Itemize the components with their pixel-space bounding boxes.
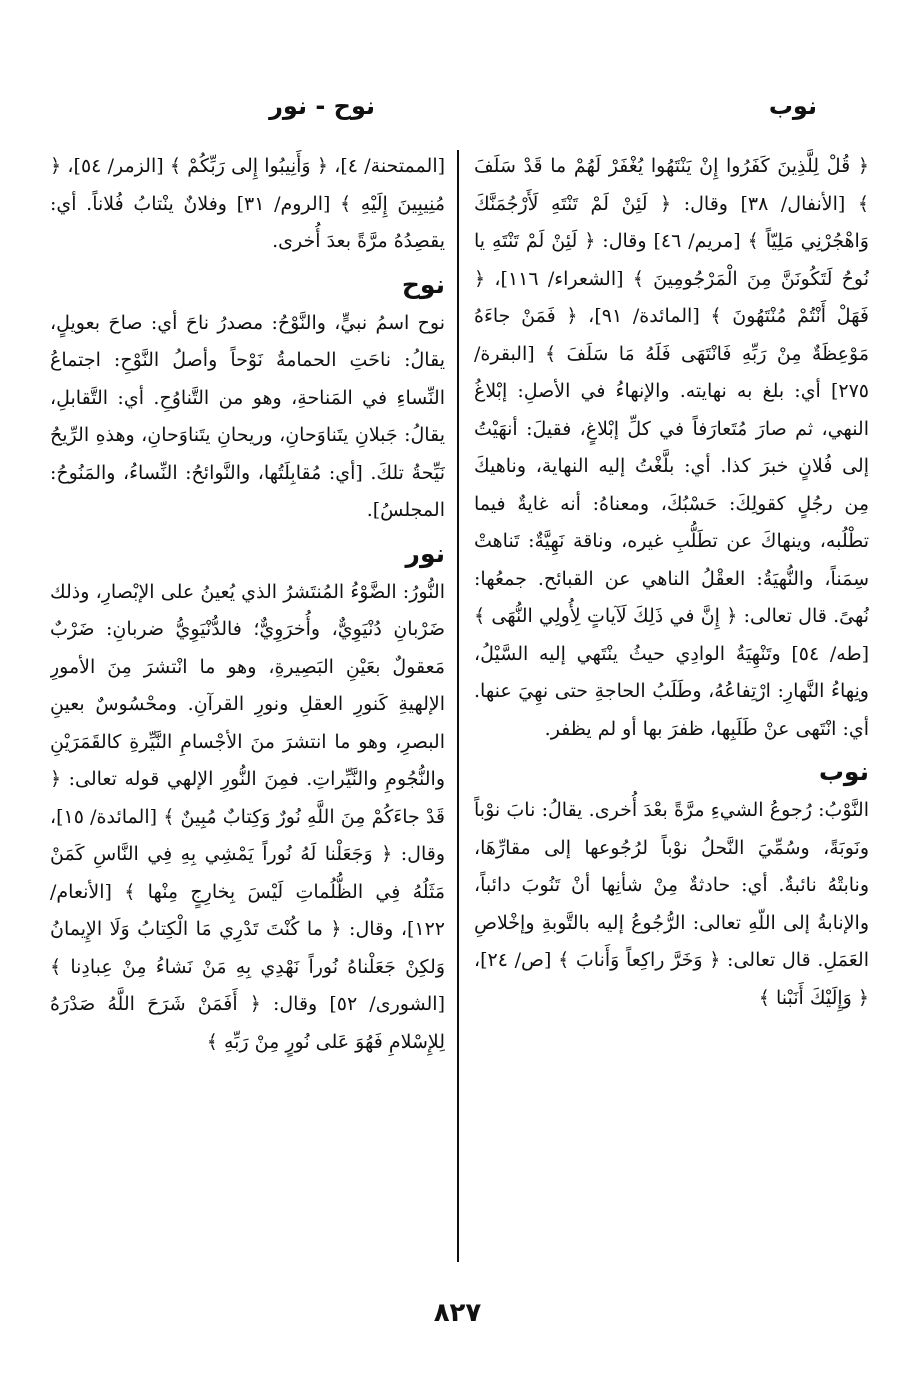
- running-header-right: نوب: [768, 92, 817, 120]
- paragraph: ﴿ قُلْ لِلَّذِينَ كَفَرُوا إِنْ يَنْتَهُوا يُغْفَرْ لَهُمْ ما قَدْ سَلَفَ ﴾ [الأنفال/ ٣٨] وقال: ﴿ لَئِنْ لَمْ تَنْتَهِ لَأَرْجُمَنَّكَ وَاهْجُرْنِي مَلِيّاً ﴾ [مريم/ ٤٦] وقال: ﴿ لَئِنْ لَمْ تَنْتَهِ يا نُوحُ لَتَكُونَنَّ مِنَ الْمَرْجُومِينَ ﴾ [الشعراء/ ١١٦]، ﴿ فَهَلْ أَنْتُمْ مُنْتَهُونَ ﴾ [المائدة/ ٩١]، ﴿ فَمَنْ جاءَهُ مَوْعِظَةٌ مِنْ رَبِّهِ فَانْتَهَى فَلَهُ مَا سَلَفَ ﴾ [البقرة/ ٢٧٥] أي: بلغ به نهايته. والإنهاءُ في الأصلِ: إبْلاغُ النهي، ثم صارَ مُتَعارَفاً في كلِّ إبْلاغٍ، فقيلَ: أنهَيْتُ إلى فُلانٍ خبرَ كذا. أي: بلَّغْتُ إليه النهاية، وناهيكَ مِن رجُلٍ كقولِكَ: حَسْبُكَ، ومعناهُ: أنه غايةٌ فيما تطْلُبه، وينهاكَ عن تطَلُّبِ غيره، وناقة نَهِيَّةٌ: تَناهتْ سِمَناً، والنُّهيَةُ: العقْلُ الناهي عن القبائح. جمعُها: نُهىً. قال تعالى: ﴿ إِنَّ في ذَلِكَ لَآياتٍ لِأُولِي النُّهَى ﴾ [طه/ ٥٤] وتَنْهِيَةُ الوادِي حيثُ ينْتَهي إليه السَّيْلُ، ونِهاءُ النَّهارِ: ارْتِفاعُهُ، وطَلَبُ الحاجةِ حتى نهِيَ عنها. أي: انْتَهى عنْ طَلَبِها، ظفرَ بها أو لم يظفر.: [474, 155, 869, 740]
- entry-title: نوب: [818, 757, 869, 786]
- left-column: [50, 148, 445, 1264]
- page-number: ٨٢٧: [433, 1298, 482, 1328]
- right-column: [474, 148, 869, 1264]
- running-header-left: نوح - نور: [269, 92, 375, 120]
- entry-text: النَّوْبُ: رُجوعُ الشيءِ مرَّةً بعْدَ أُخرى. يقالُ: نابَ نوْباً ونَوبَةً، وسُمِّيَ النَّحلُ نوْباً لرُجُوعها إلى مقارِّهَا، ونابتْهُ نائبةٌ. أي: حادثةٌ مِنْ شأنِها أنْ تَنُوبَ دائباً، والإنابةُ إلى اللّهِ تعالى: الرُّجُوعُ إليه بالتَّوبةِ وإخْلاصِ العَمَلِ. قال تعالى: ﴿ وَخَرَّ راكِعاً وَأَنابَ ﴾ [ص/ ٢٤]، ﴿ وَإِلَيْكَ أَنَبْنا ﴾: [474, 799, 869, 1009]
- entry-title: نور: [405, 538, 445, 568]
- entry-text: نوح اسمُ نبيٍّ، والنَّوْحُ: مصدرُ ناحَ أي: صاحَ بعويلٍ، يقالُ: ناحَتِ الحمامةُ نَوْحاً وأصلُ النَّوْحِ: اجتماعُ النِّساءِ في المَناحةِ، وهو من التَّناوُحِ. أي: التَّقابلِ، يقالُ: جَبلانِ يتَناوَحانِ، وريحانِ يتَناوَحانِ، وهذهِ الرِّيحُ نَيِّحةُ تلكَ. [أي: مُقابِلَتُها، والنَّوائحُ: النِّساءُ، والمَنُوحُ: المجلسُ].: [50, 311, 445, 521]
- entry-title: نوح: [401, 269, 445, 299]
- column-divider: [457, 150, 459, 1262]
- entry-text: النُّورُ: الضَّوْءُ المُنتَشرُ الذي يُعينُ على الإبْصارِ، وذلك ضَرْبانِ دُنْيَوِيٌّ، وأُخرَوِيٌّ؛ فالدُّنْيَوِيُّ ضربانِ: ضَرْبٌ مَعقولٌ بعَيْنِ البَصِيرةِ، وهو ما انْتشرَ مِنَ الأمورِ الإلهيةِ كَنورِ العقلِ ونورِ القرآنِ. ومحْسُوسٌ بعينِ البصرِ، وهو ما انتشرَ منَ الأجْسامِ النَّيِّرةِ كالقَمَرَيْنِ والنُّجُومِ والنَّيِّراتِ. فمِنَ النُّورِ الإلهي قوله تعالى: ﴿ قَدْ جاءَكُمْ مِنَ اللَّهِ نُورٌ وَكِتابٌ مُبِينٌ ﴾ [المائدة/ ١٥]، وقال: ﴿ وَجَعَلْنا لَهُ نُوراً يَمْشِي بِهِ فِي النَّاسِ كَمَنْ مَثَلُهُ فِي الظُّلُماتِ لَيْسَ بِخارِجٍ مِنْها ﴾ [الأنعام/ ١٢٢]، وقال: ﴿ ما كُنْتَ تَدْرِي مَا الْكِتابُ وَلَا الإِيمانُ وَلكِنْ جَعَلْناهُ نُوراً نَهْدِي بِهِ مَنْ نَشاءُ مِنْ عِبادِنا ﴾ [الشورى/ ٥٢] وقال: ﴿ أَفَمَنْ شَرَحَ اللَّهُ صَدْرَهُ لِلإِسْلامِ فَهُوَ عَلى نُورٍ مِنْ رَبِّهِ ﴾: [50, 580, 445, 1053]
- paragraph: [الممتحنة/ ٤]، ﴿ وَأَنِيبُوا إِلى رَبِّكُمْ ﴾ [الزمر/ ٥٤]، ﴿ مُنِيبِينَ إِلَيْهِ ﴾ [الروم/ ٣١] وفلانٌ ينْتابُ فُلاناً. أي: يقصِدُهُ مرَّةً بعدَ أُخرى.: [50, 155, 445, 252]
